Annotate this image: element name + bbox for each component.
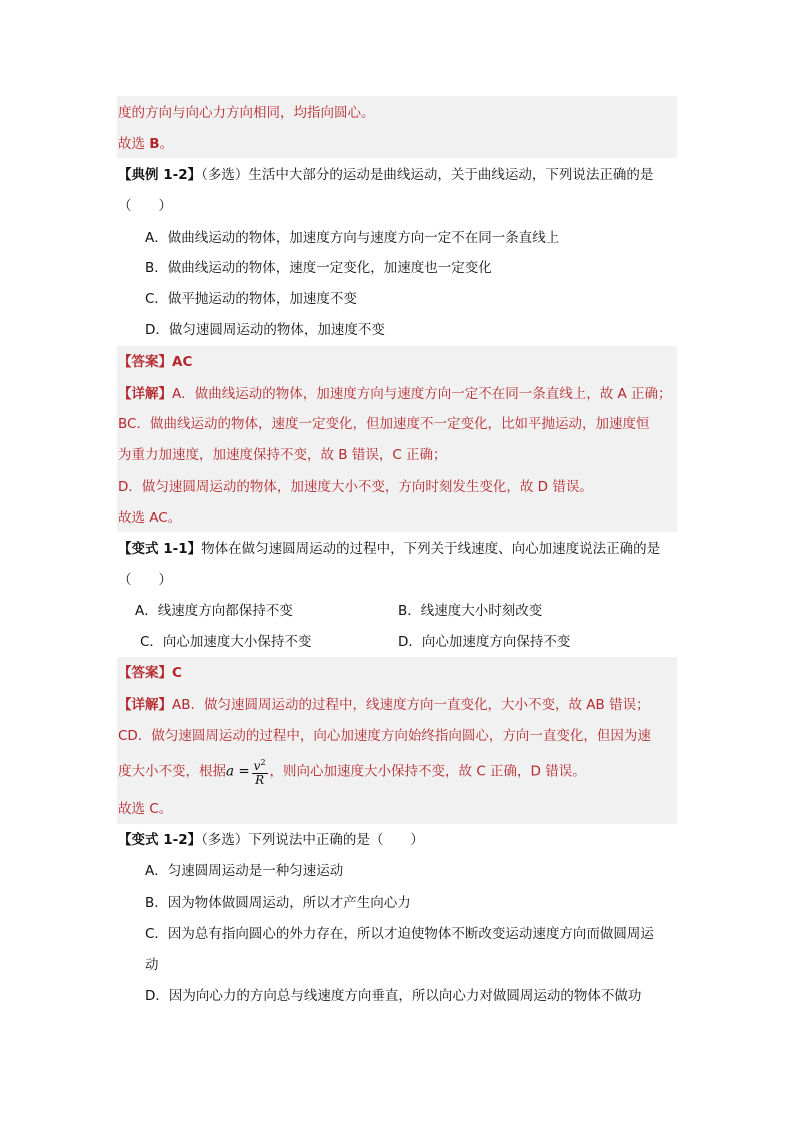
variant-1-1-tag: 【变式 1-1】 (118, 541, 202, 557)
example-1-2-option-c: C．做平抛运动的物体，加速度不变 (145, 291, 357, 307)
variant-1-1-detail-text-3-post: ，则向心加速度大小保持不变，故 C 正确，D 错误。 (269, 763, 586, 780)
variant-1-1-answer-value: C (172, 665, 182, 681)
top-choose-prefix: 故选 (118, 136, 150, 152)
variant-1-1-detail-text-3-pre: 度大小不变，根据 (118, 763, 226, 780)
formula-numerator (252, 756, 268, 774)
formula-exponent: 2 (260, 758, 266, 767)
example-1-2-detail-line-4: D．做匀速圆周运动的物体，加速度大小不变，方向时刻发生变化，故 D 错误。 (118, 479, 593, 495)
example-1-2-option-d: D．做匀速圆周运动的物体，加速度不变 (145, 322, 385, 338)
variant-1-1-option-a: A．线速度方向都保持不变 (135, 603, 293, 619)
example-1-2-detail-line-1 (118, 384, 672, 404)
example-1-2-option-b: B．做曲线运动的物体，速度一定变化，加速度也一定变化 (145, 260, 492, 276)
variant-1-1-option-c: C．向心加速度大小保持不变 (140, 634, 312, 650)
variant-1-1-stem-bracket: （ ） (118, 572, 172, 588)
example-1-2-stem-text: （多选）生活中大部分的运动是曲线运动，关于曲线运动，下列说法正确的是 (201, 167, 654, 183)
variant-1-1-detail-tag: 【详解】 (118, 697, 172, 713)
variant-1-1-detail-text-1: AB．做匀速圆周运动的过程中，线速度方向一直变化，大小不变，故 AB 错误； (172, 697, 650, 713)
example-1-2-answer-value: AC (172, 354, 193, 370)
variant-1-1-detail-line-1 (118, 695, 650, 715)
example-1-2-option-a: A．做曲线运动的物体，加速度方向与速度方向一定不在同一条直线上 (145, 230, 560, 246)
example-1-2-answer-tag: 【答案】 (118, 354, 172, 370)
example-1-2-stem-bracket: （ ） (118, 198, 172, 214)
variant-1-1-stem-text: 物体在做匀速圆周运动的过程中，下列关于线速度、向心加速度说法正确的是 (201, 541, 661, 557)
top-choose-suffix: 。 (159, 136, 174, 152)
variant-1-2-option-b: B．因为物体做圆周运动，所以才产生向心力 (145, 895, 411, 911)
example-1-2-detail-line-3: 为重力加速度，加速度保持不变，故 B 错误，C 正确； (118, 447, 447, 463)
variant-1-1-detail-line-2: CD．做匀速圆周运动的过程中，向心加速度方向始终指向圆心，方向一直变化，但因为速 (118, 728, 651, 744)
formula-denominator: R (255, 773, 265, 787)
variant-1-1-stem (118, 539, 660, 559)
example-1-2-stem (118, 165, 653, 185)
variant-1-1-option-b: B．线速度大小时刻改变 (398, 603, 543, 619)
variant-1-1-answer-tag: 【答案】 (118, 665, 172, 681)
variant-1-1-detail-line-3 (118, 756, 586, 787)
variant-1-2-option-d: D．因为向心力的方向总与线速度方向垂直，所以向心力对做圆周运动的物体不做功 (145, 988, 642, 1004)
top-continuation-line: 度的方向与向心力方向相同，均指向圆心。 (118, 105, 375, 121)
variant-1-2-stem (118, 830, 424, 850)
formula-fraction (252, 756, 268, 787)
variant-1-2-option-c-line-1: C．因为总有指向圆心的外力存在，所以才迫使物体不断改变运动速度方向而做圆周运 (145, 926, 654, 942)
variant-1-2-option-a: A．匀速圆周运动是一种匀速运动 (145, 863, 344, 879)
variant-1-2-tag: 【变式 1-2】 (118, 832, 202, 848)
variant-1-1-choose: 故选 C。 (118, 801, 173, 817)
example-1-2-detail-text-1: A．做曲线运动的物体，加速度方向与速度方向一定不在同一条直线上，故 A 正确； (172, 386, 672, 402)
example-1-2-answer (118, 352, 192, 372)
example-1-2-choose: 故选 AC。 (118, 510, 182, 526)
shaded-block-example-1-2-answer (117, 346, 677, 532)
variant-1-2-stem-text: （多选）下列说法中正确的是（ ） (201, 832, 424, 848)
example-1-2-detail-line-2: BC．做曲线运动的物体，速度一定变化，但加速度不一定变化，比如平抛运动，加速度恒 (118, 416, 650, 432)
variant-1-1-answer (118, 663, 182, 683)
formula-numerator-var: v (253, 759, 261, 773)
variant-1-1-option-d: D．向心加速度方向保持不变 (398, 634, 571, 650)
example-1-2-tag: 【典例 1-2】 (118, 167, 202, 183)
top-choose-line (118, 134, 173, 154)
variant-1-2-option-c-line-2: 动 (145, 957, 159, 973)
formula-lhs: a = (226, 763, 250, 780)
top-choose-answer: B (149, 136, 160, 152)
example-1-2-detail-tag: 【详解】 (118, 386, 172, 402)
